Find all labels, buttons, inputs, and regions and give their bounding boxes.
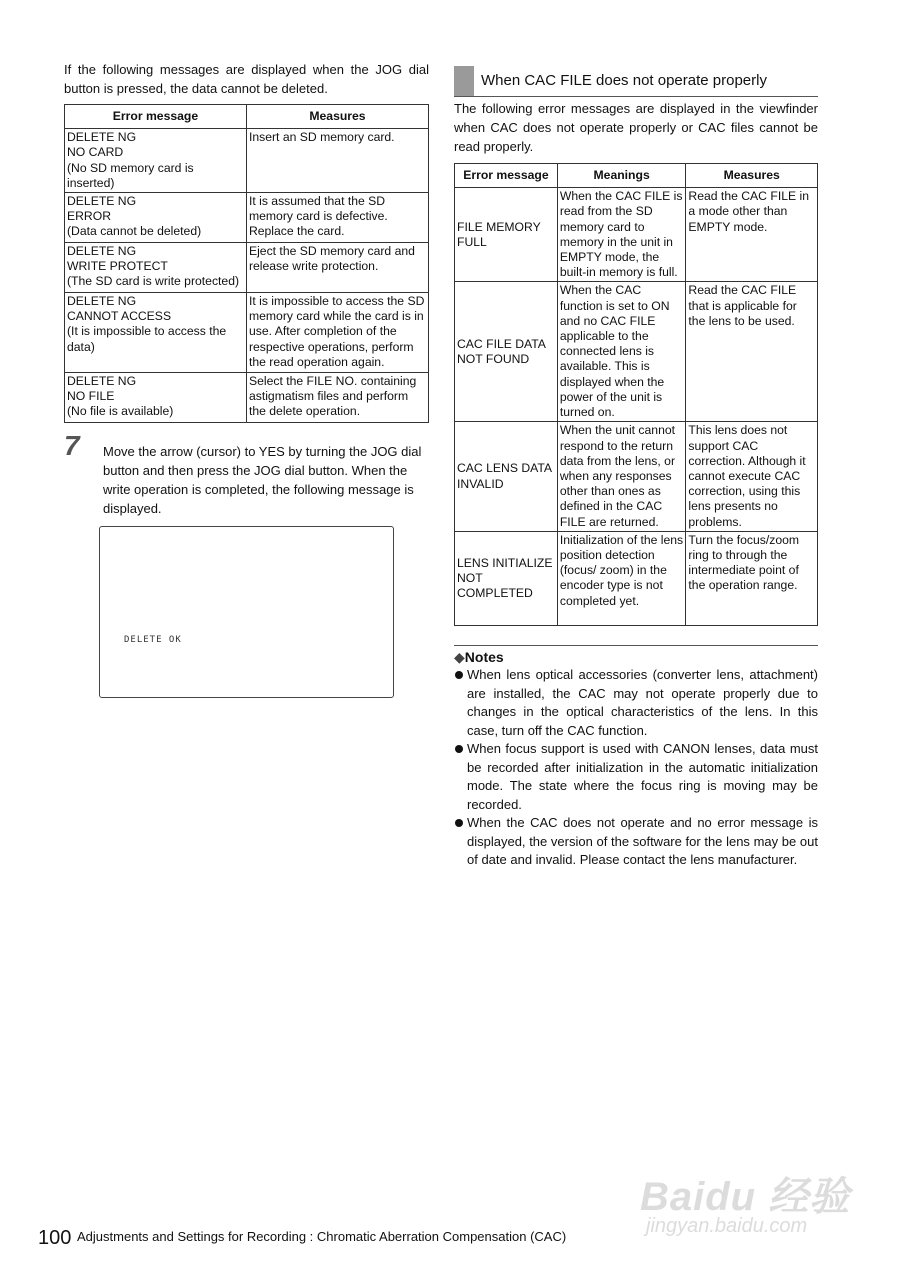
error-message-cell — [65, 373, 247, 423]
page-number: 100 — [38, 1227, 72, 1249]
section-divider — [454, 96, 818, 97]
column-header: Meanings — [557, 164, 686, 188]
meaning-cell: When the unit cannot respond to the return data from the lens, or when any responses other than ones as defined in the CAC FILE are returned. — [557, 422, 686, 531]
message-line: (Data cannot be deleted) — [67, 224, 202, 239]
message-line: CANNOT ACCESS — [67, 309, 172, 324]
message-line: DELETE NG — [67, 374, 137, 389]
message-line: NO CARD — [67, 145, 124, 160]
table-row — [455, 422, 818, 531]
list-item — [454, 666, 818, 740]
column-header: Error message — [65, 105, 247, 129]
error-message-cell — [65, 293, 247, 373]
column-header: Measures — [686, 164, 818, 188]
meaning-cell: When the CAC function is set to ON and no CAC FILE applicable to the connected lens is available. This is displayed when the power of the unit is turned on. — [557, 282, 686, 422]
error-message-cell: CAC FILE DATA NOT FOUND — [455, 282, 558, 422]
measure-cell: This lens does not support CAC correction. Although it cannot execute CAC correction, using this lens presents no problems. — [686, 422, 818, 531]
step-number: 7 — [64, 430, 80, 461]
table-row — [455, 282, 818, 422]
notes-list — [454, 666, 818, 870]
table-row — [65, 193, 429, 243]
diamond-icon: ◆ — [454, 649, 465, 665]
measure-cell: It is impossible to access the SD memory card while the card is in use. After completion of the respective operations, perform the read operation again. — [246, 293, 428, 373]
message-line: NO FILE — [67, 389, 115, 404]
meaning-cell: When the CAC FILE is read from the SD memory card to memory in the unit in EMPTY mode, the built-in memory is full. — [557, 188, 686, 282]
error-message-cell: LENS INITIALIZE NOT COMPLETED — [455, 531, 558, 625]
notes-divider — [454, 645, 818, 646]
message-line: (No file is available) — [67, 404, 174, 419]
measure-cell: Read the CAC FILE that is applicable for the lens to be used. — [686, 282, 818, 422]
section-marker — [454, 66, 474, 96]
footer-title: Adjustments and Settings for Recording : Chromatic Aberration Compensation (CAC) — [77, 1229, 567, 1244]
list-item — [454, 814, 818, 870]
error-message-cell — [65, 129, 247, 193]
measure-cell: Eject the SD memory card and release write protection. — [246, 243, 428, 293]
intro-paragraph: If the following messages are displayed when the JOG dial button is pressed, the data cannot be deleted. — [64, 62, 429, 96]
message-line: (No SD memory card is — [67, 160, 194, 175]
watermark-logo: Baidu 经验 — [640, 1175, 851, 1219]
delete-error-table — [64, 104, 429, 423]
message-line: DELETE NG — [67, 294, 137, 309]
table-row — [455, 531, 818, 625]
message-line: WRITE PROTECT — [67, 259, 168, 274]
measure-cell: Turn the focus/zoom ring to through the intermediate point of the operation range. — [686, 531, 818, 625]
section-title: When CAC FILE does not operate properly — [481, 72, 767, 89]
measure-cell: Insert an SD memory card. — [246, 129, 428, 193]
note-text: When the CAC does not operate and no error message is displayed, the version of the software for the lens may be out of date and invalid. Please contact the lens manufacturer. — [467, 815, 818, 867]
measure-cell: Select the FILE NO. containing astigmatism files and perform the delete operation. — [246, 373, 428, 423]
message-line: DELETE NG — [67, 244, 137, 259]
note-text: When lens optical accessories (converter lens, attachment) are installed, the CAC may not operate properly due to changes in the optical characteristics of the lens. In this case, turn off the CAC function. — [467, 667, 818, 738]
message-line: (It is impossible to access the — [67, 324, 227, 339]
table-row — [455, 188, 818, 282]
viewfinder-screen — [99, 526, 394, 698]
error-message-cell: CAC LENS DATA INVALID — [455, 422, 558, 531]
list-item — [454, 740, 818, 814]
notes-heading — [454, 649, 504, 666]
cac-error-table — [454, 163, 818, 626]
column-header: Error message — [455, 164, 558, 188]
section-intro: The following error messages are displayed in the viewfinder when CAC does not operate properly or CAC files cannot be read properly. — [454, 101, 818, 154]
table-header-row — [65, 105, 429, 129]
table-row — [65, 129, 429, 193]
table-row — [65, 373, 429, 423]
measure-cell: It is assumed that the SD memory card is defective. Replace the card. — [246, 193, 428, 243]
watermark-url: jingyan.baidu.com — [646, 1215, 808, 1237]
screen-message: DELETE OK — [124, 635, 182, 645]
column-header: Measures — [246, 105, 428, 129]
message-line: DELETE NG — [67, 194, 137, 209]
error-message-cell — [65, 243, 247, 293]
table-row — [65, 293, 429, 373]
measure-cell: Read the CAC FILE in a mode other than EMPTY mode. — [686, 188, 818, 282]
error-message-cell: FILE MEMORY FULL — [455, 188, 558, 282]
message-line: inserted) — [67, 175, 115, 190]
message-line: DELETE NG — [67, 130, 137, 145]
watermark — [640, 1165, 855, 1245]
note-text: When focus support is used with CANON lenses, data must be recorded after initialization in the automatic initialization mode. The state where the focus ring is moving may be recorded. — [467, 741, 818, 812]
error-message-cell — [65, 193, 247, 243]
step-instruction: Move the arrow (cursor) to YES by turning the JOG dial button and then press the JOG dial button. When the write operation is completed, the following message is displayed. — [103, 444, 422, 516]
table-row — [65, 243, 429, 293]
meaning-cell: Initialization of the lens position detection (focus/ zoom) in the encoder type is not completed yet. — [557, 531, 686, 625]
message-line: data) — [67, 339, 95, 354]
notes-title: Notes — [464, 649, 504, 665]
table-header-row — [455, 164, 818, 188]
message-line: (The SD card is write protected) — [67, 274, 240, 289]
message-line: ERROR — [67, 209, 112, 224]
